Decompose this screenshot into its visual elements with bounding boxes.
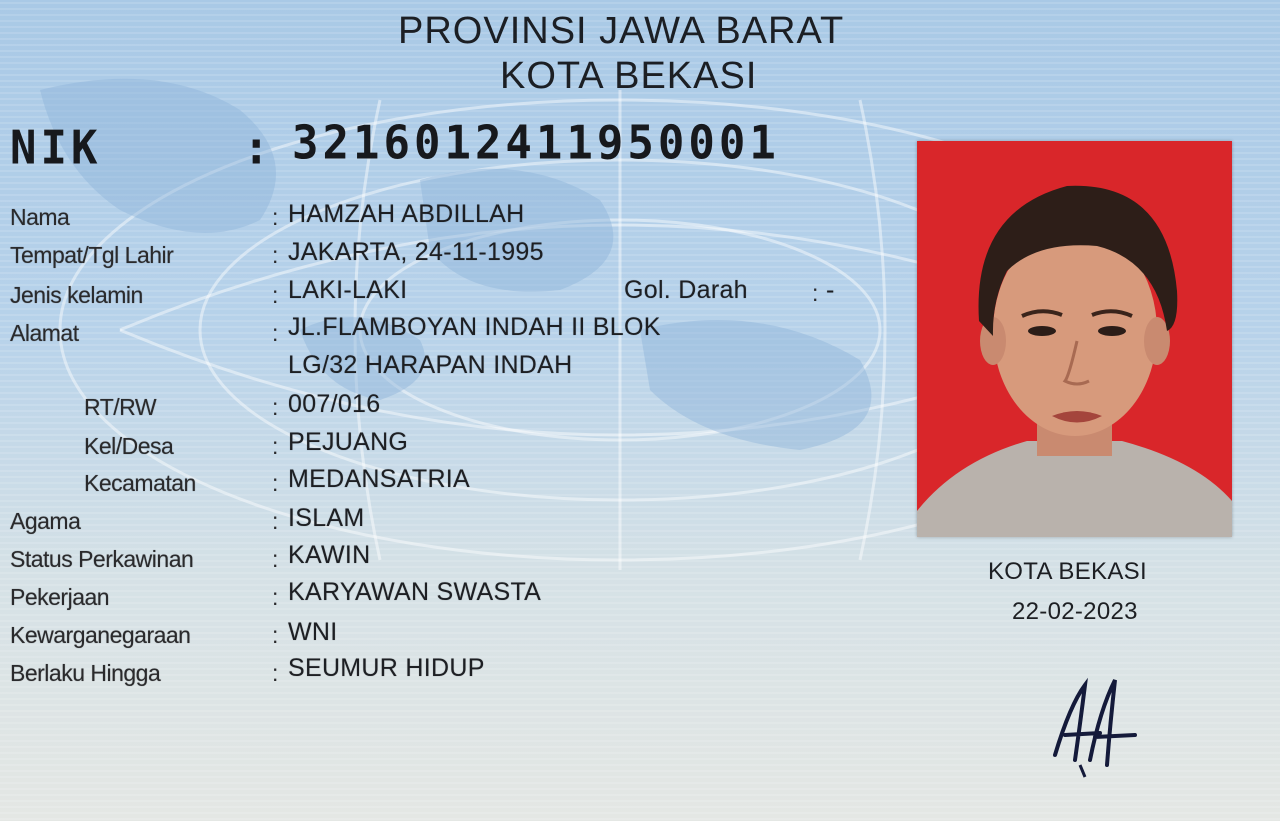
field-value-birth: JAKARTA, 24-11-1995 bbox=[288, 238, 544, 266]
field-label-birth: Tempat/Tgl Lahir bbox=[10, 242, 174, 268]
field-colon: : bbox=[272, 320, 279, 346]
field-colon: : bbox=[272, 584, 279, 610]
nik-value: 3216012411950001 bbox=[292, 116, 780, 171]
field-label-valid-until: Berlaku Hingga bbox=[10, 660, 161, 686]
province-title: PROVINSI JAWA BARAT bbox=[398, 10, 845, 52]
portrait-image bbox=[917, 141, 1232, 537]
field-label-religion: Agama bbox=[10, 508, 81, 534]
field-value-address-line1: JL.FLAMBOYAN INDAH II BLOK bbox=[288, 313, 661, 341]
field-value-rtrw: 007/016 bbox=[288, 390, 381, 418]
issue-place: KOTA BEKASI bbox=[988, 558, 1147, 585]
field-label-occupation: Pekerjaan bbox=[10, 584, 110, 610]
field-value-citizenship: WNI bbox=[288, 618, 338, 646]
field-value-address-line2: LG/32 HARAPAN INDAH bbox=[288, 351, 573, 379]
field-value-district: MEDANSATRIA bbox=[288, 465, 471, 493]
field-colon: : bbox=[272, 622, 279, 648]
field-label-village: Kel/Desa bbox=[84, 433, 174, 459]
field-colon: : bbox=[272, 660, 279, 686]
nik-label: NIK bbox=[10, 121, 102, 176]
nik-separator: : bbox=[243, 121, 274, 176]
city-title: KOTA BEKASI bbox=[500, 55, 758, 97]
blood-type-colon: : bbox=[812, 280, 819, 306]
holder-photo bbox=[917, 141, 1232, 537]
field-colon: : bbox=[272, 433, 279, 459]
field-value-village: PEJUANG bbox=[288, 428, 409, 456]
field-label-address: Alamat bbox=[10, 320, 79, 346]
field-value-valid-until: SEUMUR HIDUP bbox=[288, 654, 485, 682]
signature bbox=[1045, 665, 1145, 780]
field-colon: : bbox=[272, 508, 279, 534]
field-label-gender: Jenis kelamin bbox=[10, 282, 143, 308]
field-value-marital: KAWIN bbox=[288, 541, 371, 569]
field-colon: : bbox=[272, 282, 279, 308]
field-value-gender: LAKI-LAKI bbox=[288, 276, 408, 304]
field-value-religion: ISLAM bbox=[288, 504, 365, 532]
field-label-citizenship: Kewarganegaraan bbox=[10, 622, 191, 648]
issue-date: 22-02-2023 bbox=[1012, 598, 1138, 625]
field-colon: : bbox=[272, 242, 279, 268]
field-label-district: Kecamatan bbox=[84, 470, 196, 496]
field-value-occupation: KARYAWAN SWASTA bbox=[288, 578, 542, 606]
blood-type-value: - bbox=[826, 276, 835, 304]
field-value-nama: HAMZAH ABDILLAH bbox=[288, 200, 525, 228]
field-label-rtrw: RT/RW bbox=[84, 394, 157, 420]
field-label-marital: Status Perkawinan bbox=[10, 546, 194, 572]
blood-type-label: Gol. Darah bbox=[624, 276, 748, 304]
field-colon: : bbox=[272, 394, 279, 420]
field-label-nama: Nama bbox=[10, 204, 70, 230]
field-colon: : bbox=[272, 204, 279, 230]
field-colon: : bbox=[272, 470, 279, 496]
field-colon: : bbox=[272, 546, 279, 572]
